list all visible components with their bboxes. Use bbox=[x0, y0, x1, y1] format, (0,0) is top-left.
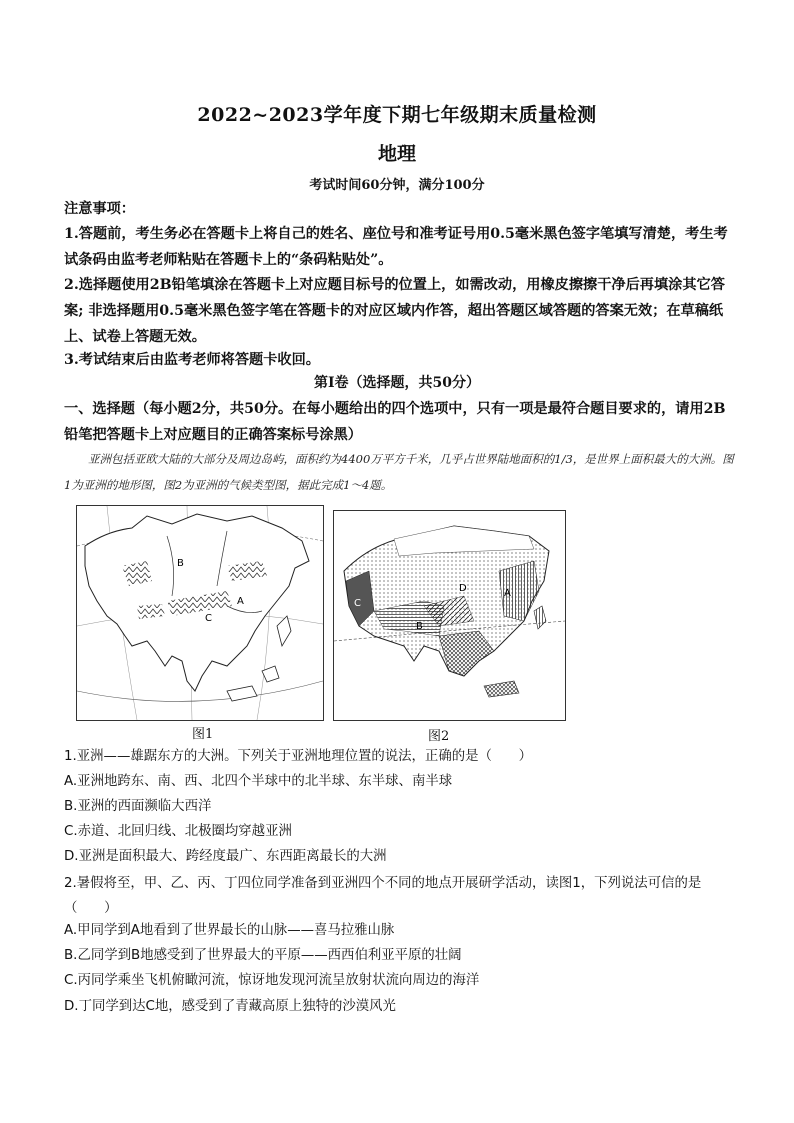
question-2-option-c: C.丙同学乘坐飞机俯瞰河流，惊讶地发现河流呈放射状流向周边的海洋 bbox=[64, 973, 480, 988]
fig2-label-c: C bbox=[354, 598, 361, 609]
fig2-label-b: B bbox=[416, 621, 423, 632]
question-2-stem: 2.暑假将至，甲、乙、丙、丁四位同学准备到亚洲四个不同的地点开展研学活动，读图1，下列说法可信的是（ ） bbox=[64, 876, 702, 916]
part1-instructions: 一、选择题（每小题2分，共50分。在每小题给出的四个选项中，只有一项是最符合题目要求的，请用2B铅笔把答题卡上对应题目的正确答案标号涂黑） bbox=[64, 401, 726, 443]
notice-item-2: 2.选择题使用2B铅笔填涂在答题卡上对应题目标号的位置上，如需改动，用橡皮擦擦干净后再填涂其它答案; 非选择题用0.5毫米黑色签字笔在答题卡的对应区域内作答，超出答题区域答题的答案无效；在草稿纸上、试卷上答题无效。 bbox=[64, 277, 725, 345]
question-2-option-a: A.甲同学到A地看到了世界最长的山脉——喜马拉雅山脉 bbox=[64, 923, 395, 938]
exam-title: 2022~2023学年度下期七年级期末质量检测 bbox=[197, 104, 597, 126]
climate-map-drawing bbox=[334, 511, 565, 720]
question-intro: 亚洲包括亚欧大陆的大部分及周边岛屿，面积约为4400万平方千米，几乎占世界陆地面积的1/3，是世界上面积最大的大洲。图1为亚洲的地形图，图2为亚洲的气候类型图，据此完成1～4题。 bbox=[64, 452, 734, 492]
question-2-option-d: D.丁同学到达C地，感受到了青藏高原上独特的沙漠风光 bbox=[64, 999, 396, 1014]
notice-heading: 注意事项： bbox=[64, 201, 135, 217]
figure-1-caption: 图1 bbox=[192, 727, 214, 742]
fig1-label-a: A bbox=[237, 596, 244, 607]
question-2-option-b: B.乙同学到B地感受到了世界最大的平原——西西伯利亚平原的壮阔 bbox=[64, 948, 462, 963]
figure-2-caption: 图2 bbox=[428, 729, 450, 744]
question-1-stem: 1.亚洲——雄踞东方的大洲。下列关于亚洲地理位置的说法，正确的是（ ） bbox=[64, 749, 533, 764]
fig1-label-b: B bbox=[177, 558, 184, 569]
fig2-label-a: A bbox=[504, 588, 511, 599]
notice-item-3: 3.考试结束后由监考老师将答题卡收回。 bbox=[64, 352, 320, 368]
question-1-option-c: C.赤道、北回归线、北极圈均穿越亚洲 bbox=[64, 824, 292, 839]
question-1-option-d: D.亚洲是面积最大、跨经度最广、东西距离最长的大洲 bbox=[64, 849, 387, 864]
figure-1-topographic-map bbox=[76, 505, 324, 721]
question-1-option-a: A.亚洲地跨东、南、西、北四个半球中的北半球、东半球、南半球 bbox=[64, 774, 453, 789]
exam-subject: 地理 bbox=[377, 143, 416, 165]
fig1-label-c: C bbox=[205, 613, 212, 624]
exam-time-info: 考试时间60分钟，满分100分 bbox=[309, 178, 485, 193]
section-heading: 第Ⅰ卷（选择题，共50分） bbox=[313, 375, 481, 391]
figure-2-climate-map bbox=[333, 510, 566, 721]
question-1-option-b: B.亚洲的西面濒临大西洋 bbox=[64, 799, 212, 814]
notice-item-1: 1.答题前，考生务必在答题卡上将自己的姓名、座位号和准考证号用0.5毫米黑色签字笔填写清楚，考生考试条码由监考老师粘贴在答题卡上的“条码粘贴处”。 bbox=[64, 226, 728, 268]
fig2-label-d: D bbox=[459, 583, 467, 594]
topographic-map-drawing bbox=[77, 506, 323, 720]
